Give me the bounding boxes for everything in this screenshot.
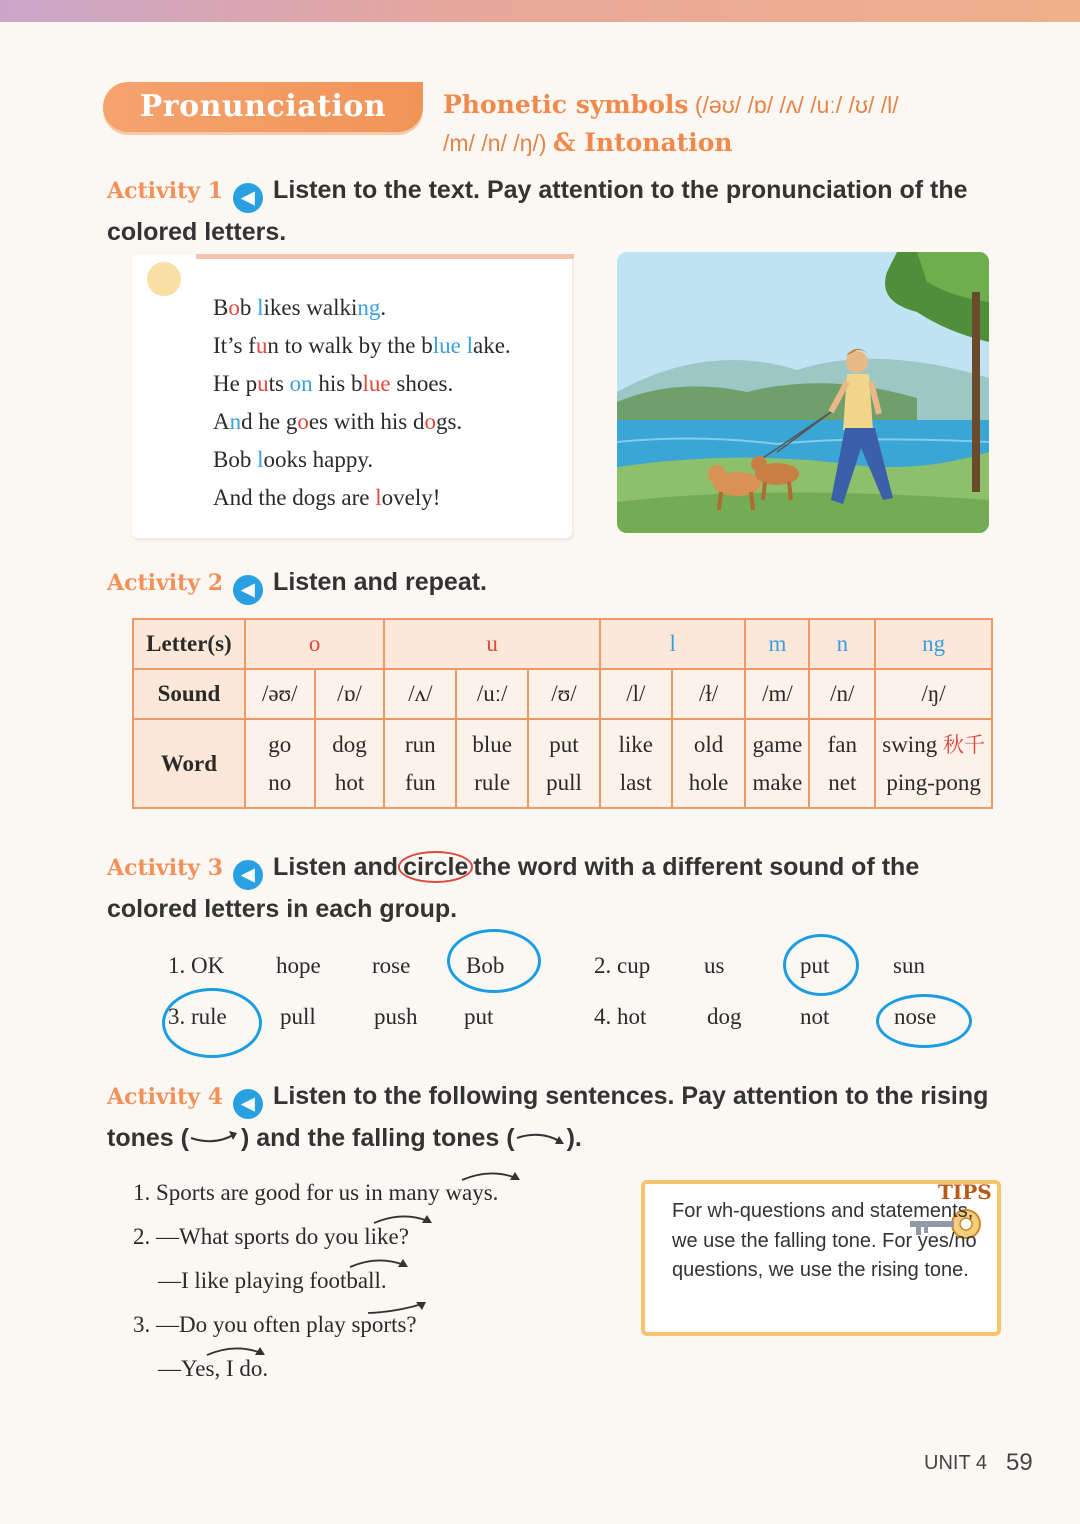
table-cell: u	[384, 619, 599, 669]
audio-speaker-icon[interactable]: ◀	[233, 860, 263, 890]
group-item: us	[704, 953, 725, 978]
activity3-heading: Activity 3 ◀ Listen and circle the word with a different sound of the colored letters in each group.	[107, 853, 920, 923]
answer-circle	[876, 994, 972, 1048]
poem-card-accent-line	[196, 254, 574, 259]
table-cell: /ɫ/	[672, 669, 746, 719]
group-item: sun	[893, 953, 925, 978]
table-cell: /n/	[809, 669, 875, 719]
group-item: Bob	[466, 953, 505, 978]
circle-keyword: circle	[398, 851, 473, 883]
falling-tone-arrow	[348, 1255, 412, 1271]
sentence-3-answer: —Yes, I do.	[158, 1356, 269, 1381]
table-cell: blue rule	[456, 719, 528, 808]
group-item: nose	[894, 1004, 937, 1029]
page-number: 59	[1006, 1449, 1033, 1476]
activity2-heading: Activity 2 ◀ Listen and repeat.	[107, 563, 487, 605]
table-cell: put pull	[528, 719, 600, 808]
activity1-heading: Activity 1 ◀ Listen to the text. Pay attention to the pronunciation of the colored letters.	[107, 176, 968, 246]
table-cell: like last	[600, 719, 672, 808]
table-row	[133, 619, 992, 669]
rising-tone-arrow	[366, 1300, 430, 1316]
audio-speaker-icon[interactable]: ◀	[233, 183, 263, 213]
audio-speaker-icon[interactable]: ◀	[233, 1089, 263, 1119]
falling-tone-icon	[515, 1128, 567, 1148]
unit-label: UNIT 4	[924, 1452, 987, 1474]
table-cell: /ɒ/	[315, 669, 385, 719]
group-item: push	[374, 1004, 418, 1029]
table-cell: /l/	[600, 669, 672, 719]
phonetic-heading: Phonetic symbols (/əʊ/ /ɒ/ /ʌ/ /uː/ /ʊ/ /l/ /m/ /n/ /ŋ/) & Intonation	[443, 90, 899, 157]
group-item: pull	[280, 1004, 316, 1029]
poem-line: And the dogs are lovely!	[213, 485, 441, 510]
tips-label: TIPS	[938, 1180, 992, 1204]
swing-chinese-note: 秋千	[942, 732, 985, 757]
poem-line: And he goes with his dogs.	[213, 409, 463, 434]
table-cell: /əʊ/	[245, 669, 315, 719]
group-item: dog	[707, 1004, 742, 1029]
falling-tone-arrow	[460, 1168, 524, 1184]
table-row	[133, 719, 992, 808]
table-cell: dog hot	[315, 719, 385, 808]
poem-line: He puts on his blue shoes.	[213, 371, 454, 396]
poem-line: It’s fun to walk by the blue lake.	[213, 333, 511, 358]
group-item: put	[464, 1004, 494, 1029]
sentence-3: 3. —Do you often play sports?	[133, 1312, 417, 1337]
table-cell: old hole	[672, 719, 746, 808]
group-item: not	[800, 1004, 830, 1029]
answer-circle	[783, 934, 859, 996]
table-cell: m	[745, 619, 809, 669]
table-cell: game make	[745, 719, 809, 808]
top-color-band	[0, 0, 1080, 22]
tips-text: For wh-questions and statements, we use the falling tone. For yes/no questions, we use the rising tone.	[672, 1200, 977, 1281]
illustration-boy-walking-dogs	[617, 252, 989, 533]
table-cell: swing 秋千 ping-pong	[875, 719, 992, 808]
table-cell: /ŋ/	[875, 669, 992, 719]
group-item: put	[800, 953, 830, 978]
poem-text	[213, 289, 511, 517]
falling-tone-arrow	[205, 1343, 269, 1359]
group-item: 4. hot	[594, 1004, 647, 1029]
table-cell: o	[245, 619, 385, 669]
answer-circle	[162, 988, 262, 1058]
group-item: hope	[276, 953, 321, 978]
section-title-pronunciation: Pronunciation	[103, 82, 423, 132]
table-cell: /uː/	[456, 669, 528, 719]
row-label: Sound	[133, 669, 245, 719]
poem-card-dot	[147, 262, 181, 296]
table-cell: /m/	[745, 669, 809, 719]
group-item: 3. rule	[168, 1004, 227, 1029]
poem-line: Bob looks happy.	[213, 447, 374, 472]
answer-circle	[447, 929, 541, 993]
audio-speaker-icon[interactable]: ◀	[233, 575, 263, 605]
sentence-2-answer: —I like playing football.	[158, 1268, 387, 1293]
table-cell: run fun	[384, 719, 456, 808]
rising-tone-icon	[189, 1128, 241, 1148]
group-item: 1. OK	[168, 953, 225, 978]
table-cell: go no	[245, 719, 315, 808]
activity4-heading: Activity 4 ◀ Listen to the following sentences. Pay attention to the rising tones ( ) and the falling tones ( ).	[107, 1082, 989, 1152]
table-cell: fan net	[809, 719, 875, 808]
row-label: Word	[133, 719, 245, 808]
sentence-2: 2. —What sports do you like?	[133, 1224, 409, 1249]
sentence-1: 1. Sports are good for us in many ways.	[133, 1180, 499, 1205]
phonetics-table	[132, 618, 993, 809]
table-cell: /ʊ/	[528, 669, 600, 719]
table-cell: ng	[875, 619, 992, 669]
table-cell: l	[600, 619, 746, 669]
poem-line: Bob likes walking.	[213, 295, 387, 320]
table-cell: /ʌ/	[384, 669, 456, 719]
falling-tone-arrow	[372, 1211, 436, 1227]
group-item: rose	[372, 953, 411, 978]
table-row	[133, 669, 992, 719]
table-cell: n	[809, 619, 875, 669]
group-item: 2. cup	[594, 953, 651, 978]
row-label: Letter(s)	[133, 619, 245, 669]
